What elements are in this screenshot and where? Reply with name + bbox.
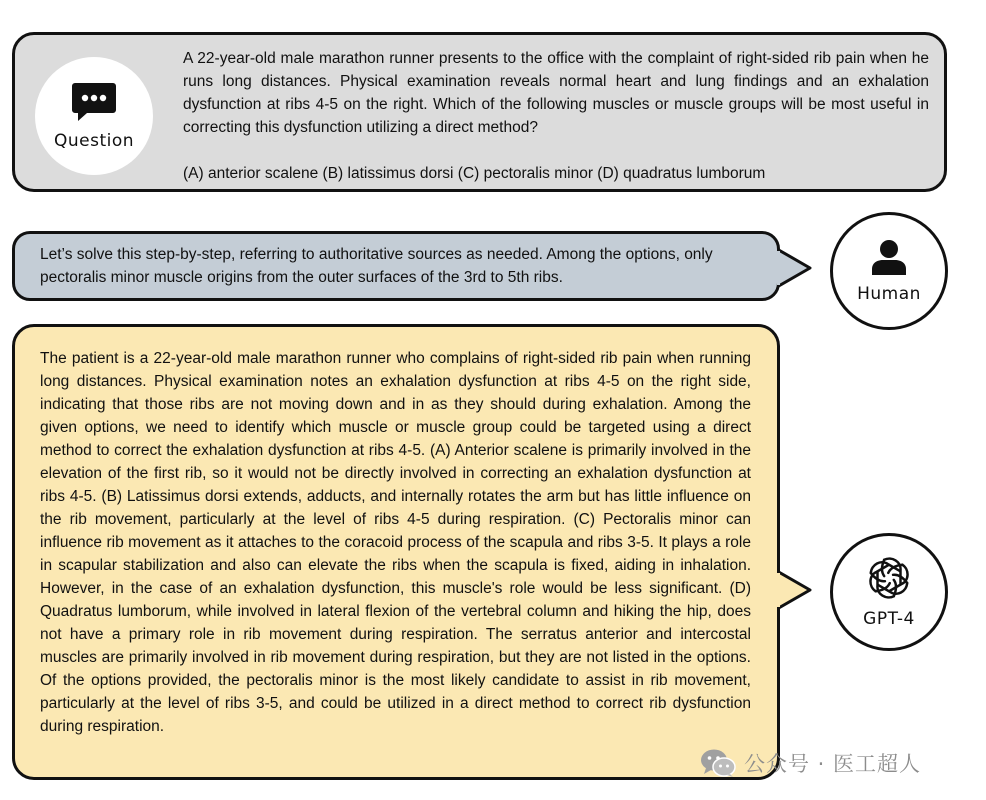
gpt-avatar-label: GPT-4: [863, 609, 915, 629]
human-bubble-tail: [777, 246, 813, 290]
wechat-icon: [700, 748, 736, 778]
speech-bubble-icon: [71, 81, 117, 123]
openai-logo-icon: [866, 555, 912, 601]
question-text-block: [183, 47, 929, 185]
person-icon: [870, 238, 908, 276]
question-panel: [12, 32, 947, 192]
gpt-message-text: The patient is a 22-year-old male marathon runner who complains of right-sided rib pain when running long distances. Physical examination notes an exhalation dysfunction at ribs 4-5 on the right side, indicating that those ribs are not moving down and in as they should during exhalation. Among the given options, we need to identify which muscle or muscle group could be targeted using a direct method to correct the exhalation dysfunction at ribs 4-5. (A) Anterior scalene is primarily involved in the elevation of the first rib, so it would not be directly involved in correcting an exhalation dysfunction at ribs 4-5. (B) Latissimus dorsi extends, adducts, and internally rotates the arm but has little influence on the rib movement, particularly at the level of ribs 4-5 during respiration. (C) Pectoralis minor can influence rib movement as it attaches to the coracoid process of the scapula and ribs 3-5. It plays a role in scapular stabilization and also can elevate the ribs when the scapula is fixed, aiding in inhalation. However, in the case of an exhalation dysfunction, this muscle's role would be less significant. (D) Quadratus lumborum, while involved in lateral flexion of the vertebral column and hiking the hip, does not have a primary role in rib movement during respiration. The serratus anterior and intercostal muscles are primarily involved in rib movement during respiration, but they are not listed in the options. Of the options provided, the pectoralis minor is the most likely candidate to assist in rib movement, particularly at the level of ribs 3-5, and could be utilized in a direct method to correct rib dysfunction during respiration.: [40, 350, 751, 735]
question-avatar-label: Question: [53, 131, 135, 151]
human-message-text: Let’s solve this step-by-step, referring to authoritative sources as needed. Among the options, only pectoralis minor muscle origins from the outer surfaces of the 3rd to 5th ribs.: [40, 246, 713, 286]
question-stem: A 22-year-old male marathon runner presents to the office with the complaint of right-sided rib pain when he runs long distances. Physical examination reveals normal heart and lung findings and an exhalation dysfunction at ribs 4-5 on the right. Which of the following muscles or muscle groups will be most useful in correcting this dysfunction utilizing a direct method?: [183, 50, 929, 136]
gpt-message-bubble: [12, 324, 780, 780]
watermark: [700, 748, 921, 778]
question-avatar: [35, 57, 153, 175]
human-avatar: [830, 212, 948, 330]
human-avatar-label: Human: [857, 284, 921, 304]
question-options: (A) anterior scalene (B) latissimus dorsi (C) pectoralis minor (D) quadratus lumborum: [183, 165, 766, 182]
gpt-avatar: [830, 533, 948, 651]
watermark-text: 公众号 · 医工超人: [744, 752, 922, 776]
human-message-bubble: [12, 231, 780, 301]
gpt-bubble-tail: [777, 568, 813, 612]
